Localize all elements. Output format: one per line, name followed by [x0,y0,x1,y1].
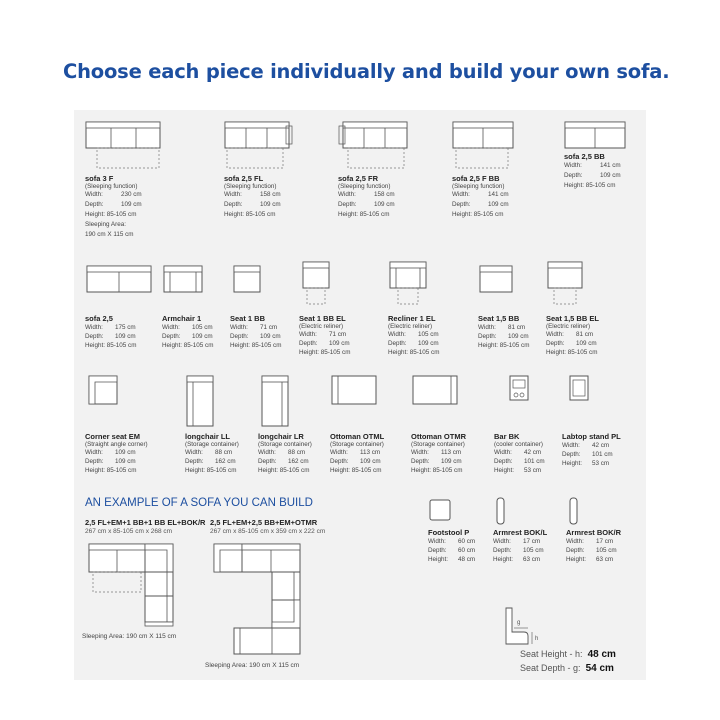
piece-sofa-25 [85,262,157,350]
example-1-title: 2,5 FL+EM+1 BB+1 BB EL+BOK/R [85,518,206,527]
piece-seat-1-bb [230,262,281,350]
spec-value: 109 cm [508,333,529,340]
spec-key: Depth: [185,458,204,465]
spec-value: Height: 85-105 cm [478,342,530,349]
piece-title: sofa 3 F [85,174,114,183]
spec-value: 230 cm [121,191,142,198]
piece-title: Bar BK [494,432,520,441]
piece-longchair-lr [258,372,312,475]
spec-height [85,210,165,220]
piece-title: Ottoman OTMR [411,432,466,441]
piece-title: sofa 2,5 [85,314,113,323]
spec-value: 17 cm [523,538,541,545]
piece-sofa-3f [85,120,165,240]
spec-key: Height: [428,556,448,563]
piece-subtitle: (Sleeping function) [338,183,391,190]
spec-line [566,555,621,564]
piece-recliner-1-el [388,258,439,357]
piece-armchair-1 [162,262,213,350]
spec-line [452,190,522,200]
armrest-bok-r-drawing [566,496,596,526]
spec-key: Width: [411,449,429,456]
spec-key: Width: [162,324,180,331]
seat-1-bb-drawing [230,262,270,312]
spec-line [338,200,410,210]
spec-value: 109 cm [329,340,350,347]
piece-subtitle: (Straight angle corner) [85,441,148,448]
spec-key: Width: [185,449,203,456]
spec-value: 113 cm [360,449,381,456]
spec-key: Depth: [494,458,513,465]
spec-value: 158 cm [260,191,281,198]
spec-key: Width: [230,324,248,331]
longchair-lr-drawing [258,372,298,430]
piece-title: Recliner 1 EL [388,314,436,323]
spec-line [428,546,475,555]
spec-value: Height: 85-105 cm [452,211,504,218]
spec-line [562,441,621,450]
piece-title: sofa 2,5 FR [338,174,379,183]
spec-key: Width: [85,449,103,456]
spec-line [411,448,466,457]
spec-key: Width: [562,442,580,449]
piece-title: Footstool P [428,528,470,537]
piece-labtop-stand-pl [562,372,621,468]
piece-title: sofa 2,5 BB [564,152,605,161]
spec-value: Height: 85-105 cm [85,211,137,218]
spec-line [411,457,466,466]
spec-line [85,457,148,466]
spec-key: Height: [494,467,514,474]
spec-line [162,341,213,350]
piece-sofa-25-fl [224,120,296,220]
piece-subtitle: (Storage container) [185,441,239,448]
example-2-sleeping-area: Sleeping Area: 190 cm X 115 cm [205,662,300,669]
spec-key: Width: [566,538,584,545]
spec-line [330,466,384,475]
piece-title: Corner seat EM [85,432,141,441]
spec-line [494,448,545,457]
example-1-dims: 267 cm x 85-105 cm x 268 cm [85,528,173,535]
spec-key: Width: [428,538,446,545]
spec-value: 53 cm [592,460,610,467]
spec-value: 105 cm [192,324,213,331]
spec-key: Depth: [562,451,581,458]
example-2-layout-drawing [210,540,320,660]
seat-profile-diagram [500,602,550,648]
spec-value: 88 cm [215,449,233,456]
spec-line [330,457,384,466]
piece-subtitle: (Storage container) [258,441,312,448]
spec-line [224,200,296,210]
spec-value: 101 cm [592,451,613,458]
example-1-layout-drawing [85,540,185,632]
spec-value: 109 cm [360,458,381,465]
spec-value: 141 cm [600,162,621,169]
piece-title: sofa 2,5 FL [224,174,264,183]
spec-value: 71 cm [260,324,278,331]
piece-longchair-ll [185,372,239,475]
piece-title: Labtop stand PL [562,432,621,441]
spec-key: Width: [299,331,317,338]
example-2-title: 2,5 FL+EM+2,5 BB+EM+OTMR [210,518,318,527]
piece-sofa-25-bb [564,120,632,191]
spec-value: Height: 85-105 cm [388,349,440,356]
spec-key: Depth: [85,458,104,465]
spec-line [564,171,632,181]
spec-value: 141 cm [488,191,509,198]
piece-ottoman-otmr [411,372,466,475]
piece-subtitle: (Sleeping function) [224,183,277,190]
spec-line [85,448,148,457]
piece-bar-bk [494,372,545,475]
spec-line [338,190,410,200]
ottoman-otmr-drawing [411,372,461,430]
spec-line [428,555,475,564]
corner-seat-em-drawing [85,372,125,430]
spec-line [258,457,312,466]
spec-value: 53 cm [524,467,542,474]
spec-line [338,210,410,220]
spec-key: Depth: [493,547,512,554]
sofa-3f-drawing [85,120,165,172]
spec-line [566,537,621,546]
spec-line [330,448,384,457]
spec-key: Depth: [411,458,430,465]
spec-key: Height: [562,460,582,467]
seat-height-label: Seat Height - h: [520,649,583,659]
spec-line [562,459,621,468]
spec-line [478,332,529,341]
piece-sofa-25-fr [338,120,410,220]
spec-value: 60 cm [458,538,476,545]
seat-1-bb-el-drawing [299,258,339,312]
spec-value: Height: 85-105 cm [162,342,214,349]
piece-subtitle: (Electric reliner) [546,323,591,330]
spec-line [564,161,632,171]
seat-15-bb-el-drawing [546,258,590,312]
spec-line [299,339,350,348]
ottoman-otml-drawing [330,372,380,430]
spec-key: Width: [546,331,564,338]
spec-line [546,339,599,348]
seat-15-bb-drawing [478,262,520,312]
spec-key: Height: [566,556,586,563]
spec-value: 109 cm [260,201,281,208]
spec-line [258,466,312,475]
piece-title: Ottoman OTML [330,432,385,441]
spec-key: Height: [493,556,513,563]
armrest-bok-l-drawing [493,496,523,526]
piece-ottoman-otml [330,372,384,475]
spec-value: 109 cm [441,458,462,465]
sofa-25-fl-drawing [224,120,296,172]
spec-line [230,341,281,350]
piece-title: sofa 2,5 F BB [452,174,500,183]
seat-depth-value: 54 cm [585,663,614,674]
spec-value: Height: 85-105 cm [564,182,616,189]
piece-armrest-bok-r [566,496,621,564]
spec-key: Depth: [452,201,471,208]
spec-key: Depth: [566,547,585,554]
spec-key: Width: [388,331,406,338]
g-mark: g [517,620,521,626]
headline: Choose each piece individually and build your own sofa. [63,60,670,83]
spec-value: 105 cm [418,331,439,338]
seat-depth-line [520,663,614,674]
spec-key: Width: [564,162,582,169]
piece-sofa-25-fbb [452,120,522,220]
spec-key: Depth: [85,201,104,208]
spec-value: 109 cm [192,333,213,340]
spec-key: Depth: [478,333,497,340]
spec-key: Depth: [388,340,407,347]
spec-line [224,190,296,200]
spec-line [478,341,529,350]
spec-line [388,339,439,348]
longchair-ll-drawing [185,372,225,430]
spec-line [546,348,599,357]
h-mark: h [535,636,539,642]
spec-key: Width: [338,191,356,198]
spec-line [493,555,547,564]
spec-key: Depth: [330,458,349,465]
piece-title: Seat 1,5 BB EL [546,314,599,323]
spec-key: Width: [494,449,512,456]
spec-line [185,448,239,457]
piece-subtitle: (Storage container) [411,441,465,448]
spec-line [428,537,475,546]
spec-value: 42 cm [592,442,610,449]
spec-value: 17 cm [596,538,614,545]
spec-depth [85,200,165,210]
piece-subtitle: (cooler container) [494,441,543,448]
piece-subtitle: (Electric reliner) [299,323,344,330]
spec-value: 48 cm [458,556,476,563]
example-heading: AN EXAMPLE OF A SOFA YOU CAN BUILD [85,497,313,509]
piece-seat-15-bb [478,262,529,350]
piece-seat-15-bb-el [546,258,599,357]
sleeping-area-label: Sleeping Area: [85,221,126,228]
spec-line [478,323,529,332]
spec-line [299,330,350,339]
spec-key: Depth: [338,201,357,208]
spec-line [299,348,350,357]
spec-value: Height: 85-105 cm [330,467,382,474]
spec-value: 162 cm [215,458,236,465]
spec-value: 158 cm [374,191,395,198]
spec-line [185,466,239,475]
piece-title: longchair LL [185,432,230,441]
spec-value: 63 cm [523,556,541,563]
spec-value: 109 cm [600,172,621,179]
spec-value: 71 cm [329,331,347,338]
sofa-25-drawing [85,262,157,312]
spec-value: 162 cm [288,458,309,465]
spec-line [230,323,281,332]
seat-height-value: 48 cm [587,649,616,660]
spec-value: 81 cm [576,331,594,338]
spec-line [185,457,239,466]
spec-value: Height: 85-105 cm [230,342,282,349]
piece-subtitle: (Sleeping function) [452,183,505,190]
piece-footstool-p [428,496,475,564]
spec-line [224,210,296,220]
spec-value: 109 cm [418,340,439,347]
spec-value: 175 cm [115,324,136,331]
spec-key: Depth: [224,201,243,208]
spec-line [564,181,632,191]
spec-line [452,200,522,210]
piece-corner-seat-em [85,372,148,475]
spec-line [388,330,439,339]
spec-value: 60 cm [458,547,476,554]
spec-value: 109 cm [374,201,395,208]
spec-line [546,330,599,339]
spec-key: Depth: [230,333,249,340]
labtop-stand-pl-drawing [562,372,602,430]
bar-bk-drawing [494,372,534,430]
spec-line [388,348,439,357]
spec-value: 105 cm [523,547,544,554]
spec-value: Height: 85-105 cm [85,467,137,474]
spec-value: 88 cm [288,449,306,456]
spec-line [494,466,545,475]
spec-value: Height: 85-105 cm [299,349,351,356]
sofa-25-fr-drawing [338,120,410,172]
spec-value: 109 cm [576,340,597,347]
spec-value: Height: 85-105 cm [224,211,276,218]
example-2-dims: 267 cm x 85-105 cm x 359 cm x 222 cm [210,528,326,535]
spec-value: 109 cm [260,333,281,340]
spec-line [566,546,621,555]
spec-value: 109 cm [121,201,142,208]
spec-value: 109 cm [488,201,509,208]
piece-subtitle: (Storage container) [330,441,384,448]
piece-armrest-bok-l [493,496,547,564]
spec-key: Width: [330,449,348,456]
piece-subtitle: (Sleeping function) [85,183,138,190]
spec-value: 105 cm [596,547,617,554]
spec-value: 63 cm [596,556,614,563]
spec-key: Width: [85,191,103,198]
spec-value: 42 cm [524,449,542,456]
spec-value: Height: 85-105 cm [546,349,598,356]
spec-line [452,210,522,220]
seat-height-line [520,649,616,660]
spec-key: Depth: [564,172,583,179]
piece-title: Armrest BOK/R [566,528,622,537]
armchair-1-drawing [162,262,212,312]
spec-line [85,332,157,341]
piece-title: Armchair 1 [162,314,202,323]
piece-title: Seat 1,5 BB [478,314,520,323]
spec-line [493,546,547,555]
piece-subtitle: (Electric reliner) [388,323,433,330]
recliner-1-el-drawing [388,258,434,312]
example-1-sleeping-area: Sleeping Area: 190 cm X 115 cm [82,633,177,640]
spec-width [85,190,165,200]
piece-title: Seat 1 BB [230,314,266,323]
spec-value: 109 cm [115,449,136,456]
piece-seat-1-bb-el [299,258,350,357]
spec-value: Height: 85-105 cm [338,211,390,218]
piece-title: Seat 1 BB EL [299,314,346,323]
spec-key: Depth: [85,333,104,340]
spec-value: 113 cm [441,449,462,456]
spec-key: Width: [493,538,511,545]
sleeping-area-value: 190 cm X 115 cm [85,231,134,238]
spec-value: Height: 85-105 cm [85,342,137,349]
spec-line [85,323,157,332]
seat-depth-label: Seat Depth - g: [520,663,581,673]
spec-key: Width: [478,324,496,331]
spec-line [494,457,545,466]
spec-value: Height: 85-105 cm [411,467,463,474]
spec-line [162,332,213,341]
spec-line [258,448,312,457]
spec-key: Depth: [258,458,277,465]
sofa-25-fbb-drawing [452,120,522,172]
spec-key: Depth: [546,340,565,347]
spec-value: 101 cm [524,458,545,465]
spec-key: Depth: [299,340,318,347]
spec-value: Height: 85-105 cm [185,467,237,474]
spec-value: 109 cm [115,458,136,465]
spec-key: Width: [452,191,470,198]
piece-title: longchair LR [258,432,304,441]
spec-line [411,466,466,475]
spec-key: Width: [258,449,276,456]
spec-line [493,537,547,546]
footstool-p-drawing [428,496,458,526]
spec-key: Width: [85,324,103,331]
spec-line [230,332,281,341]
spec-line [85,341,157,350]
spec-line [85,466,148,475]
spec-key: Depth: [428,547,447,554]
piece-title: Armrest BOK/L [493,528,548,537]
spec-value: 109 cm [115,333,136,340]
spec-value: Height: 85-105 cm [258,467,310,474]
spec-line [562,450,621,459]
spec-value: 81 cm [508,324,526,331]
spec-key: Width: [224,191,242,198]
spec-key: Depth: [162,333,181,340]
spec-line [162,323,213,332]
